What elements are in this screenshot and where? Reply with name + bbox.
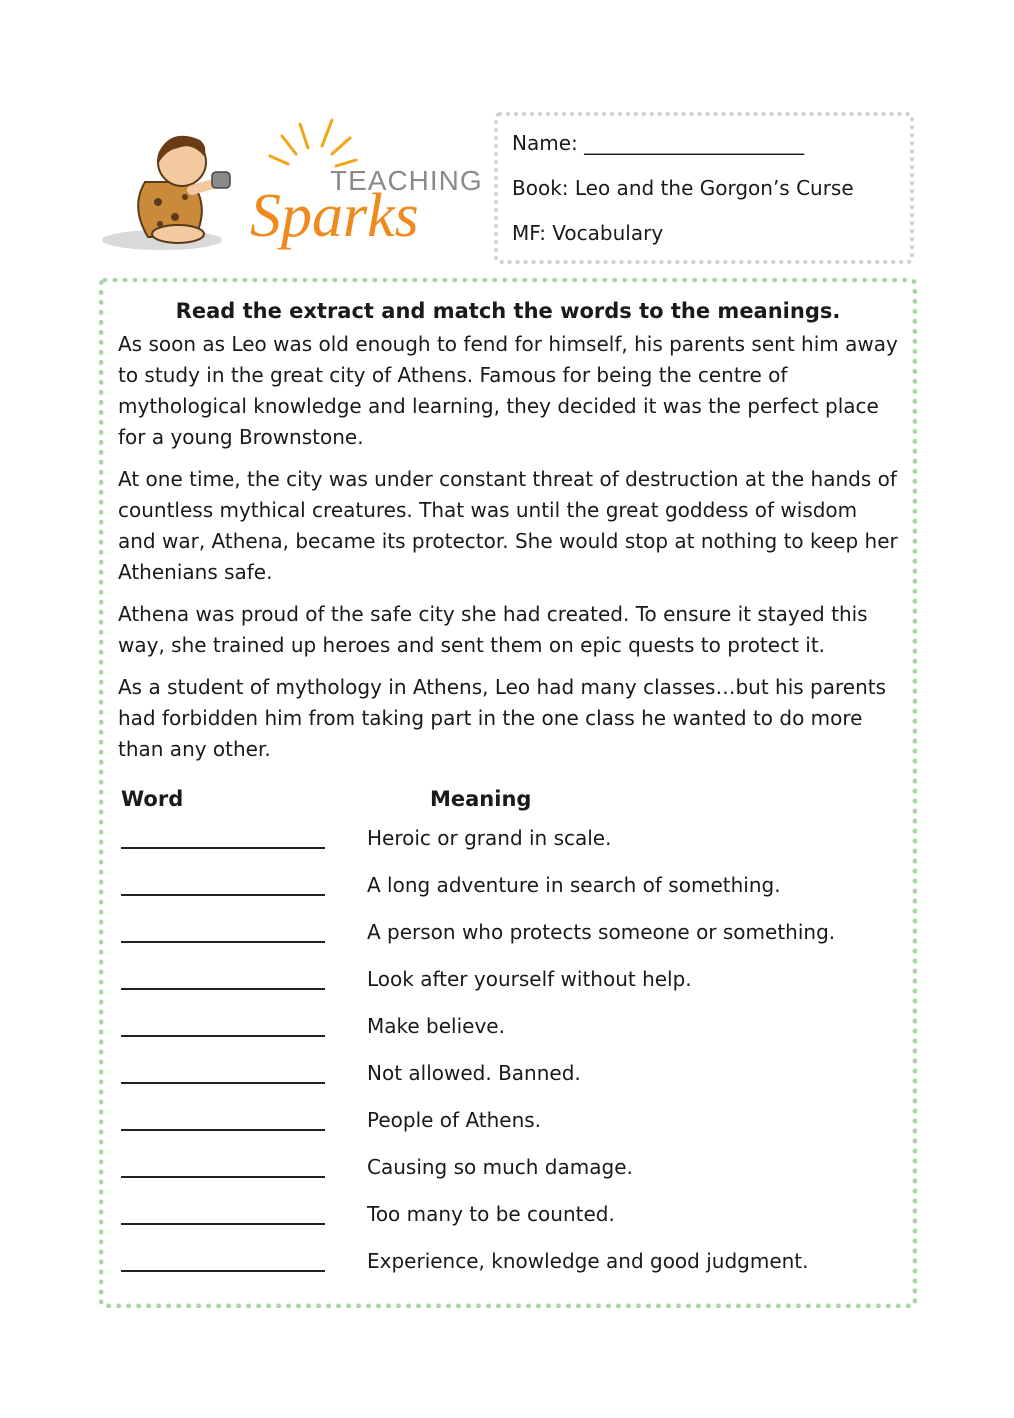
extract-paragraph: As a student of mythology in Athens, Leo had many classes…but his parents had forbidden him from taking part in the one class he wanted to do more than any other. — [118, 675, 887, 761]
vocab-row — [118, 1246, 898, 1293]
extract-paragraph: At one time, the city was under constant threat of destruction at the hands of countless mythical creatures. That was until the great goddess of wisdom and war, Athena, became its protector. She would stop at nothing to keep her Athenians safe. — [118, 467, 898, 584]
vocab-row — [118, 1199, 898, 1246]
word-answer-blank[interactable] — [121, 1199, 325, 1225]
meaning-text: A person who protects someone or something. — [367, 920, 836, 944]
word-answer-blank[interactable] — [121, 917, 325, 943]
extract-paragraph: Athena was proud of the safe city she had created. To ensure it stayed this way, she trained up heroes and sent them on epic quests to protect it. — [118, 602, 868, 657]
word-answer-blank[interactable] — [121, 1152, 325, 1178]
table-header — [118, 787, 898, 823]
word-answer-blank[interactable] — [121, 1246, 325, 1272]
word-column-header: Word — [121, 787, 184, 811]
word-answer-blank[interactable] — [121, 964, 325, 990]
instruction-heading: Read the extract and match the words to the meanings. — [175, 299, 841, 323]
word-answer-blank[interactable] — [121, 1011, 325, 1037]
caveman-logo-icon — [100, 112, 480, 262]
meaning-text: Causing so much damage. — [367, 1155, 633, 1179]
logo-teaching-text: TEACHING — [330, 165, 480, 196]
meaning-text: Make believe. — [367, 1014, 505, 1038]
vocab-row — [118, 870, 898, 917]
worksheet-box — [99, 278, 917, 1308]
vocab-row — [118, 964, 898, 1011]
word-answer-blank[interactable] — [121, 1058, 325, 1084]
vocab-row — [118, 1058, 898, 1105]
meaning-text: Heroic or grand in scale. — [367, 826, 612, 850]
teaching-sparks-logo — [100, 112, 480, 262]
meaning-text: Look after yourself without help. — [367, 967, 692, 991]
meaning-text: Experience, knowledge and good judgment. — [367, 1249, 809, 1273]
word-answer-blank[interactable] — [121, 870, 325, 896]
vocab-row — [118, 917, 898, 964]
meaning-text: Not allowed. Banned. — [367, 1061, 581, 1085]
logo-sparks-text: Sparks — [250, 182, 419, 250]
mf-topic: MF: Vocabulary — [512, 221, 664, 245]
vocab-row — [118, 1011, 898, 1058]
meaning-text: Too many to be counted. — [367, 1202, 615, 1226]
vocab-row — [118, 1152, 898, 1199]
meaning-column-header: Meaning — [430, 787, 532, 811]
student-info-box — [494, 112, 914, 264]
vocab-row — [118, 1105, 898, 1152]
vocab-row — [118, 823, 898, 870]
meaning-text: People of Athens. — [367, 1108, 542, 1132]
name-field-label: Name: ______________________ — [512, 131, 805, 155]
book-title: Book: Leo and the Gorgon’s Curse — [512, 176, 854, 200]
extract-paragraph: As soon as Leo was old enough to fend for himself, his parents sent him away to study in the great city of Athens. Famous for being the centre of mythological knowledge and learning, they decided it was the perfect place for a young Brownstone. — [118, 332, 898, 449]
meaning-text: A long adventure in search of something. — [367, 873, 781, 897]
word-answer-blank[interactable] — [121, 1105, 325, 1131]
word-answer-blank[interactable] — [121, 823, 325, 849]
